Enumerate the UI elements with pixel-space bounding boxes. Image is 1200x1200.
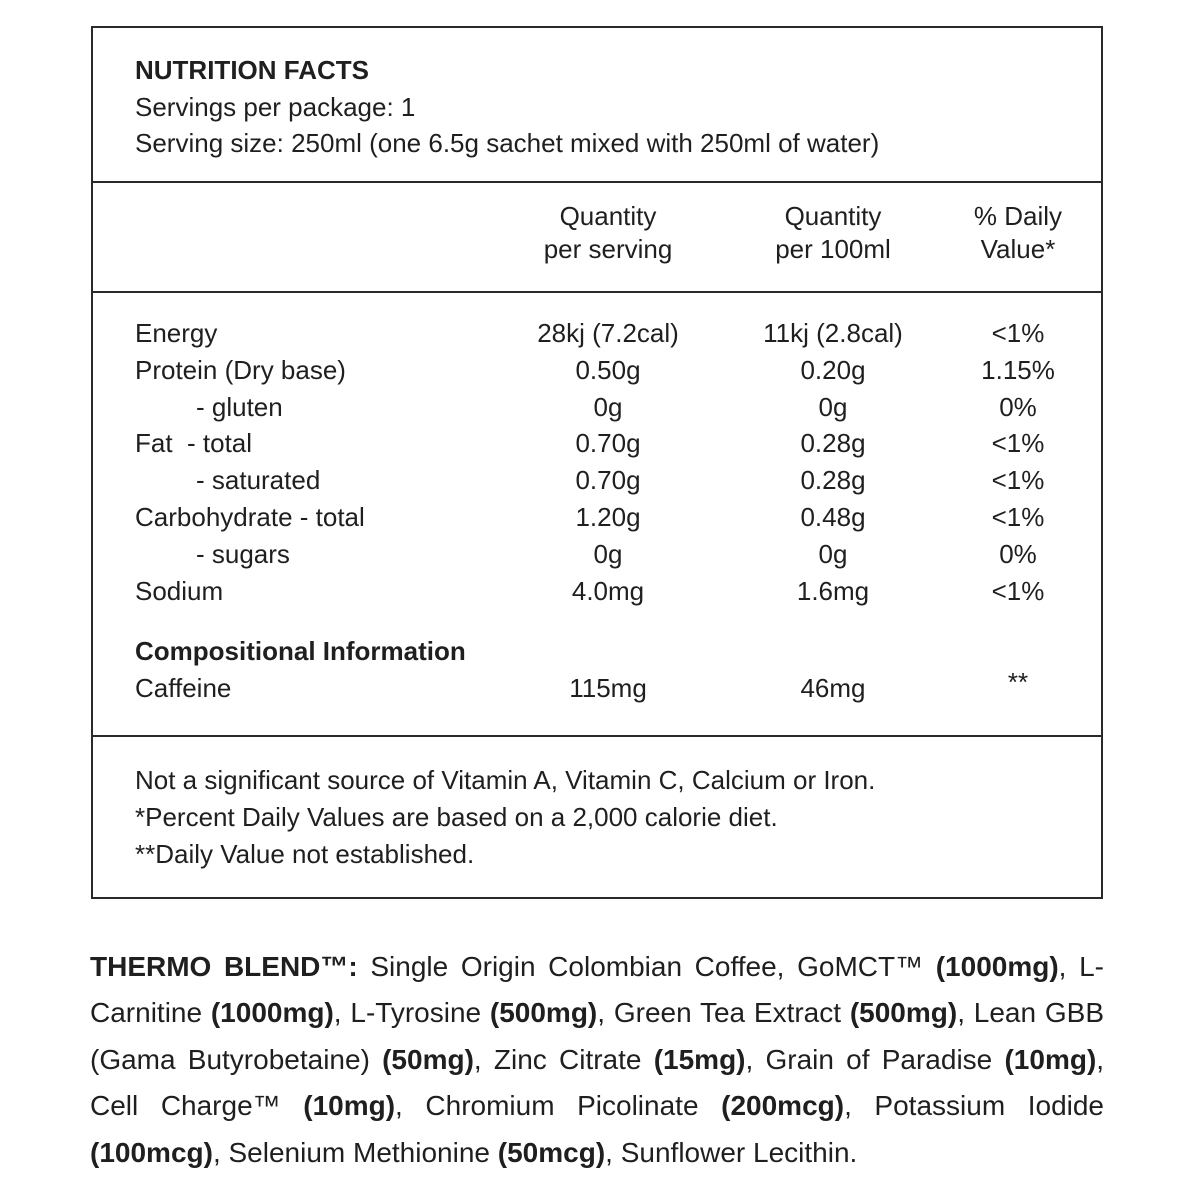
ingredient-name: Zinc Citrate: [493, 1043, 642, 1075]
divider: [93, 181, 1101, 183]
per-100ml-value: 0.48g: [800, 501, 866, 532]
per-100ml-value: 46mg: [800, 673, 866, 703]
footnote: *Percent Daily Values are based on a 2,000 calorie diet.: [135, 802, 778, 832]
ingredient-amount: (15mg): [653, 1043, 746, 1075]
col-header-line: Quantity: [784, 201, 882, 231]
footnote: Not a significant source of Vitamin A, Vitamin C, Calcium or Iron.: [135, 765, 876, 795]
compositional-heading: Compositional Information: [135, 636, 466, 666]
ingredient-name: Cell Charge™: [90, 1090, 281, 1122]
ingredient-name: Potassium Iodide: [874, 1090, 1105, 1122]
col-header-daily-value: [974, 200, 1062, 266]
col-header-per-100ml: [775, 200, 891, 266]
per-100ml-value: 0.20g: [800, 354, 866, 385]
ingredient-name: GoMCT™: [797, 951, 924, 982]
ingredient-amount: (1000mg): [935, 951, 1059, 982]
ingredients-blend: THERMO BLEND™: Single Origin Colombian Coffee, GoMCT™ (1000mg), L-Carnitine (1000mg), L-Tyrosine (500mg), Green Tea Extract (500mg), Lean GBB (Gama Butyrobetaine) (50mg), Zinc Citrate (15mg), Grain of Paradise (10mg), Cell Charge™ (10mg), Chromium Picolinate (200mcg), Potassium Iodide (100mcg), Selenium Methionine (50mcg), Sunflower Lecithin.: [90, 951, 1105, 1168]
per-serving-value: 0.50g: [575, 354, 641, 385]
table-row: [93, 315, 1101, 352]
ingredient-amount: (500mg): [489, 997, 598, 1029]
col-header-line: % Daily: [973, 201, 1063, 231]
ingredient-amount: (100mcg): [90, 1136, 213, 1168]
ingredient-amount: (50mg): [382, 1043, 474, 1075]
servings-per-package: Servings per package: 1: [135, 92, 416, 122]
table-row: [93, 462, 1101, 499]
divider: [93, 291, 1101, 293]
daily-value: **: [1007, 667, 1029, 697]
panel-title: NUTRITION FACTS: [135, 55, 369, 85]
blend-title: THERMO BLEND™:: [90, 951, 358, 982]
ingredient-name: Selenium Methionine: [228, 1136, 490, 1168]
ingredient-amount: (500mg): [849, 997, 958, 1029]
daily-value: <1%: [991, 465, 1045, 496]
nutrient-name: - gluten: [196, 391, 283, 422]
footnote: **Daily Value not established.: [135, 839, 475, 869]
ingredient-name: Lean GBB (Gama Butyrobetaine): [90, 997, 1104, 1075]
compositional-table: [93, 667, 1101, 707]
ingredient-amount: (200mcg): [721, 1090, 845, 1122]
per-100ml-value: 0g: [818, 391, 848, 422]
ingredient-name: Green Tea Extract: [613, 997, 842, 1029]
table-row: [93, 352, 1101, 389]
per-100ml-value: 0.28g: [800, 428, 866, 459]
per-serving-value: 28kj (7.2cal): [537, 318, 679, 348]
col-header-line: per 100ml: [775, 234, 891, 264]
table-row: [93, 425, 1101, 462]
per-serving-value: 115mg: [569, 673, 647, 703]
nutrient-name: Energy: [135, 318, 218, 348]
col-header-line: per serving: [543, 234, 673, 264]
ingredient-name: Single Origin Colombian Coffee: [370, 951, 777, 982]
per-serving-value: 4.0mg: [571, 575, 645, 606]
nutrient-name: - saturated: [196, 465, 321, 496]
daily-value: 0%: [999, 538, 1037, 569]
ingredient-name: L-Tyrosine: [350, 997, 482, 1029]
nutrient-name: Protein (Dry base): [135, 354, 346, 385]
table-row: [93, 389, 1101, 426]
per-serving-value: 0g: [593, 391, 623, 422]
nutrient-name: Caffeine: [135, 673, 232, 703]
serving-size: Serving size: 250ml (one 6.5g sachet mixed with 250ml of water): [135, 128, 880, 158]
nutrition-panel: [91, 26, 1103, 899]
nutrient-name: Fat - total: [135, 428, 253, 459]
daily-value: <1%: [991, 575, 1045, 606]
daily-value: <1%: [991, 318, 1045, 348]
ingredient-name: Sunflower Lecithin: [620, 1136, 850, 1168]
table-row: [93, 536, 1101, 573]
ingredient-amount: (10mg): [1004, 1043, 1097, 1075]
table-row: [93, 667, 1101, 707]
col-header-per-serving: [544, 200, 673, 266]
ingredient-amount: (10mg): [303, 1090, 396, 1122]
per-100ml-value: 11kj (2.8cal): [763, 318, 903, 348]
nutrient-name: Carbohydrate - total: [135, 501, 365, 532]
nutrient-name: - sugars: [196, 538, 290, 569]
daily-value: 0%: [999, 391, 1037, 422]
daily-value: 1.15%: [981, 354, 1055, 385]
ingredient-name: Grain of Paradise: [765, 1043, 993, 1075]
daily-value: <1%: [991, 428, 1045, 459]
ingredient-name: Chromium Picolinate: [425, 1090, 699, 1122]
divider: [93, 735, 1101, 737]
nutrient-name: Sodium: [135, 575, 224, 606]
table-row: [93, 499, 1101, 536]
ingredient-name: L-Carnitine: [90, 951, 1104, 1029]
nutrient-table: [93, 315, 1101, 609]
per-serving-value: 0g: [593, 538, 623, 569]
per-serving-value: 1.20g: [575, 501, 641, 532]
table-row: [93, 573, 1101, 610]
col-header-line: Quantity: [559, 201, 657, 231]
per-100ml-value: 0g: [818, 538, 848, 569]
per-100ml-value: 1.6mg: [796, 575, 870, 606]
per-serving-value: 0.70g: [575, 428, 641, 459]
daily-value: <1%: [991, 501, 1045, 532]
col-header-line: Value*: [980, 234, 1056, 264]
ingredient-amount: (50mcg): [497, 1136, 606, 1168]
per-serving-value: 0.70g: [575, 465, 641, 496]
ingredient-amount: (1000mg): [210, 997, 334, 1029]
per-100ml-value: 0.28g: [800, 465, 866, 496]
